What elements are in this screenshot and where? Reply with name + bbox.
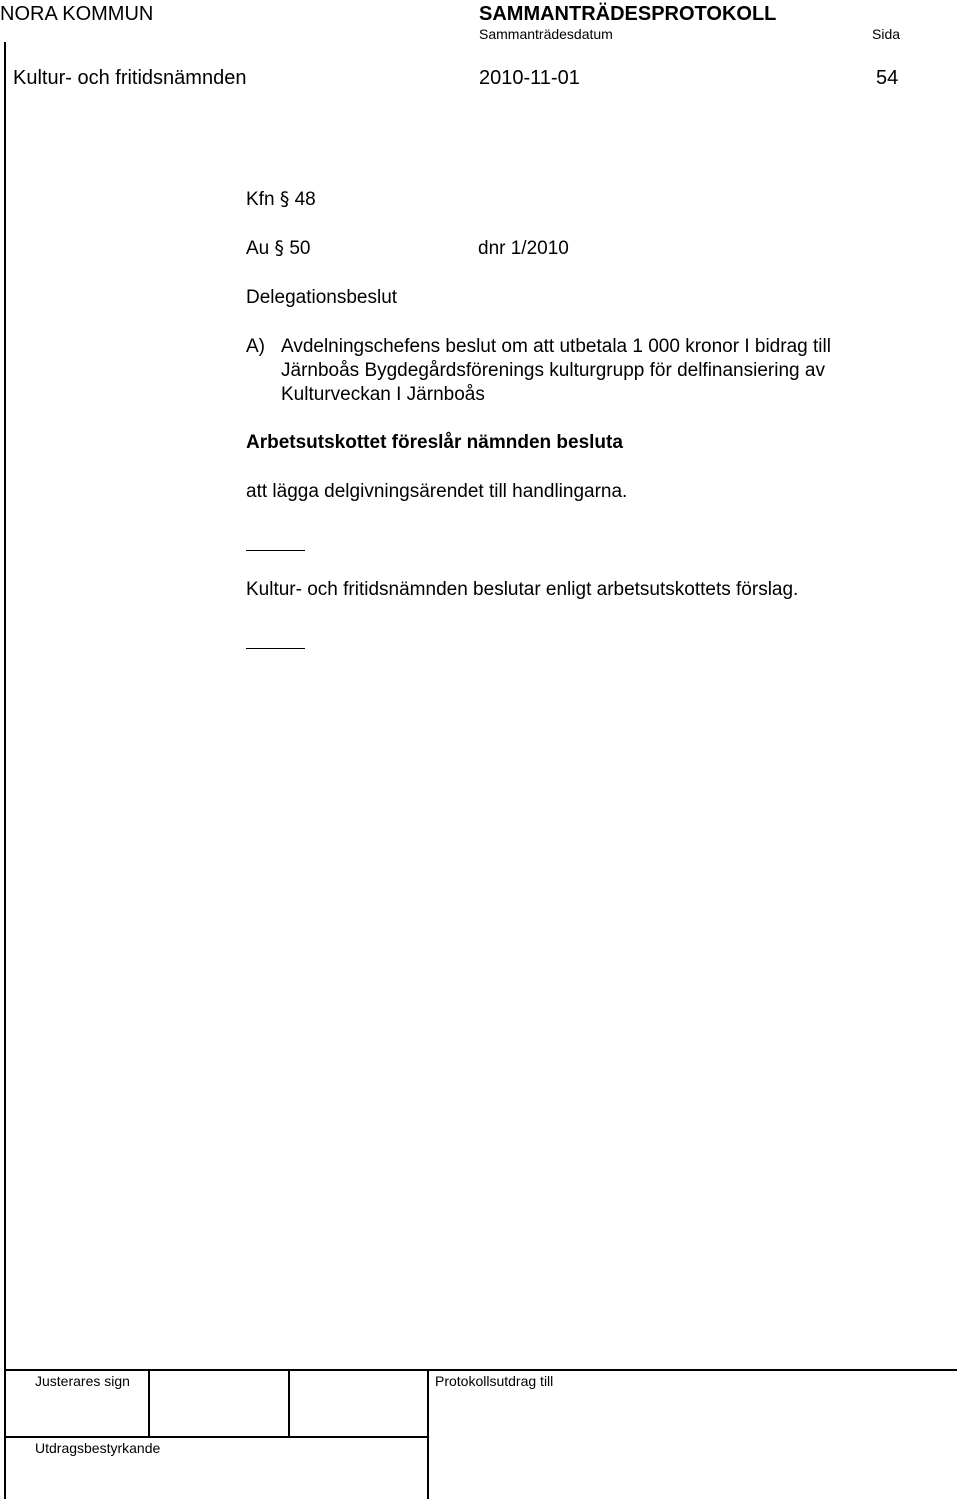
au-number: 50	[289, 238, 311, 259]
item-line: Kulturveckan I Järnboås	[281, 384, 485, 405]
item-line: Järnboås Bygdegårdsförenings kulturgrupp för delfinansiering av	[281, 360, 825, 381]
page-number: 54	[876, 67, 899, 89]
separator-line	[246, 648, 305, 649]
dnr-reference: dnr 1/2010	[478, 238, 569, 259]
left-margin-line	[4, 42, 6, 1499]
item-marker: A)	[246, 336, 265, 357]
org-name: NORA KOMMUN	[0, 3, 154, 25]
section-heading: Delegationsbeslut	[246, 287, 398, 308]
footer-top-line	[4, 1369, 957, 1371]
footer-divider	[288, 1369, 290, 1437]
footer-divider	[148, 1369, 150, 1437]
meeting-date: 2010-11-01	[479, 67, 580, 89]
separator-line	[246, 550, 305, 551]
section-sign: §	[274, 237, 285, 259]
decision-text: Kultur- och fritidsnämnden beslutar enligt arbetsutskottets förslag.	[246, 579, 799, 600]
committee-name: Kultur- och fritidsnämnden	[13, 67, 247, 89]
footer-mid-line	[4, 1436, 428, 1438]
date-label: Sammanträdesdatum	[479, 26, 613, 42]
au-prefix: Au	[246, 238, 270, 259]
footer-divider	[427, 1369, 429, 1499]
section-sign: §	[279, 188, 290, 210]
kfn-prefix: Kfn	[246, 189, 275, 210]
utdragsbestyrkande-label: Utdragsbestyrkande	[35, 1440, 161, 1456]
protokollsutdrag-label: Protokollsutdrag till	[435, 1373, 554, 1389]
justerares-sign-label: Justerares sign	[35, 1373, 130, 1389]
document-type: SAMMANTRÄDESPROTOKOLL	[479, 3, 777, 25]
page-label: Sida	[872, 26, 901, 42]
kfn-reference	[246, 190, 316, 209]
kfn-number: 48	[294, 189, 316, 210]
proposal-heading: Arbetsutskottet föreslår nämnden besluta	[246, 432, 623, 453]
item-line: Avdelningschefens beslut om att utbetala 1 000 kronor I bidrag till	[281, 336, 831, 357]
au-reference	[246, 239, 310, 258]
proposal-text: att lägga delgivningsärendet till handlingarna.	[246, 481, 628, 502]
